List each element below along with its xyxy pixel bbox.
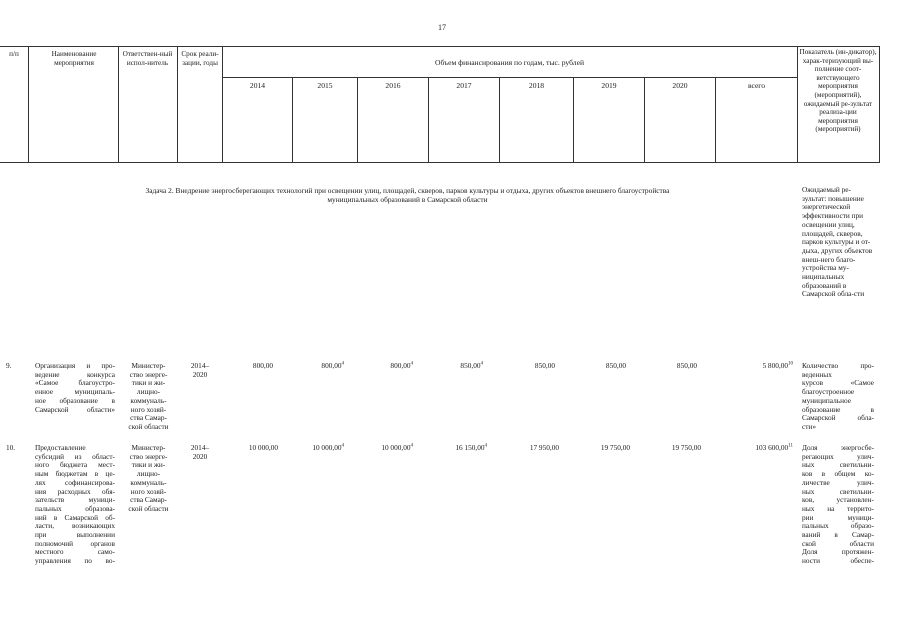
row-9-value-2017: 850,00$^4$ — [460, 361, 483, 370]
year-2014: 2014 — [249, 81, 266, 90]
header-name: Наименование мероприятия — [51, 50, 97, 67]
year-2016: 2016 — [385, 81, 401, 90]
year-total: всего — [747, 81, 766, 90]
row-9-value-2014: 800,00 — [252, 361, 273, 370]
row-10-num: 10. — [6, 443, 16, 452]
header-funding: Объем финансирования по годам, тыс. рублей — [434, 58, 585, 67]
row-9-value-2020: 850,00 — [676, 361, 697, 370]
row-9-value-2016: 800,00$^4$ — [390, 361, 413, 370]
row-10-value-total: 103 600,00$^{11}$ — [755, 443, 793, 452]
row-9-num: 9. — [6, 361, 12, 370]
year-2015: 2015 — [317, 81, 333, 90]
page-number: 17 — [438, 23, 446, 32]
row-9-indicator: Количество про- веденных курсов «Самое благоустроенное муниципальное образование в Самарской обла- сти» — [802, 361, 874, 431]
row-9-responsible: Министер- ство энерге- тики и жи- лищно- коммуналь- ного хозяй- ства Самар- ской области — [128, 361, 169, 431]
row-10-value-2014: 10 000,00 — [248, 443, 278, 452]
row-10-value-2019: 19 750,00 — [600, 443, 630, 452]
year-2017: 2017 — [456, 81, 472, 90]
row-9-value-2018: 850,00 — [534, 361, 555, 370]
header-num: п/п — [9, 50, 19, 58]
year-2019: 2019 — [601, 81, 617, 90]
row-10-name: Предоставление субсидий из област- ного бюджета мест- ным бюджетам в це- лях софинансирова- ния расходных обя- зательств муници- пальных образова- ний в Самарской об- ласти, возникающих при выполнении полномочий органов местного само- управления по во- — [35, 443, 115, 566]
row-10-term: 2014– 2020 — [190, 443, 210, 461]
header-responsible: Ответствен-ный испол-нитель — [122, 50, 173, 67]
task-heading — [40, 186, 775, 204]
row-10-value-2016: 10 000,00$^4$ — [381, 443, 413, 452]
row-10-indicator: Доля энергосбе- регающих улич- ных светильни- ков в общем ко- личестве улич- ных светильни- ков, установлен- ных на террито- рии муници- пальных образо- ваний в Самар- ской области Доля протяжен- ности обеспе- — [802, 443, 874, 566]
row-9-value-total: 5 800,00$^{10}$ — [762, 361, 793, 370]
task-line-2: муниципальных образований в Самарской области — [327, 195, 488, 204]
header-term: Срок реали-зации, годы — [181, 50, 219, 67]
row-10-value-2018: 17 950,00 — [529, 443, 559, 452]
row-9-name: Организация и про- ведение конкурса «Самое благоустро- енное муниципаль- ное образование в Самарской области» — [35, 361, 115, 414]
task-line-1: Задача 2. Внедрение энергосберегающих технологий при освещении улиц, площадей, скверов, парков культуры и отдыха, других объектов внешнего благоустройства — [145, 186, 670, 195]
year-2020: 2020 — [672, 81, 688, 90]
row-9-term: 2014– 2020 — [190, 361, 210, 379]
row-10-responsible: Министер- ство энерге- тики и жи- лищно- коммуналь- ного хозяй- ства Самар- ской области — [128, 443, 169, 513]
row-10-value-2017: 16 150,00$^4$ — [455, 443, 487, 452]
row-9-value-2015: 800,00$^4$ — [321, 361, 344, 370]
task-result: Ожидаемый ре-зультат: повышение энергетической эффективности при освещении улиц, площадей, скверов, парков культуры и от-дыха, других объектов внеш-него благо-устройства му-ниципальных образований в Самарской обла-сти — [802, 185, 873, 299]
row-9-value-2019: 850,00 — [605, 361, 626, 370]
header-indicator: Показатель (ин-дикатор), харак-теризующий вы-полнение соот-ветствующего мероприятия (мероприятий), ожидаемый ре-зультат реализа-ции мероприятия (мероприятий) — [799, 48, 877, 134]
row-10-value-2015: 10 000,00$^4$ — [312, 443, 344, 452]
year-2018: 2018 — [528, 81, 545, 90]
row-10-value-2020: 19 750,00 — [671, 443, 701, 452]
